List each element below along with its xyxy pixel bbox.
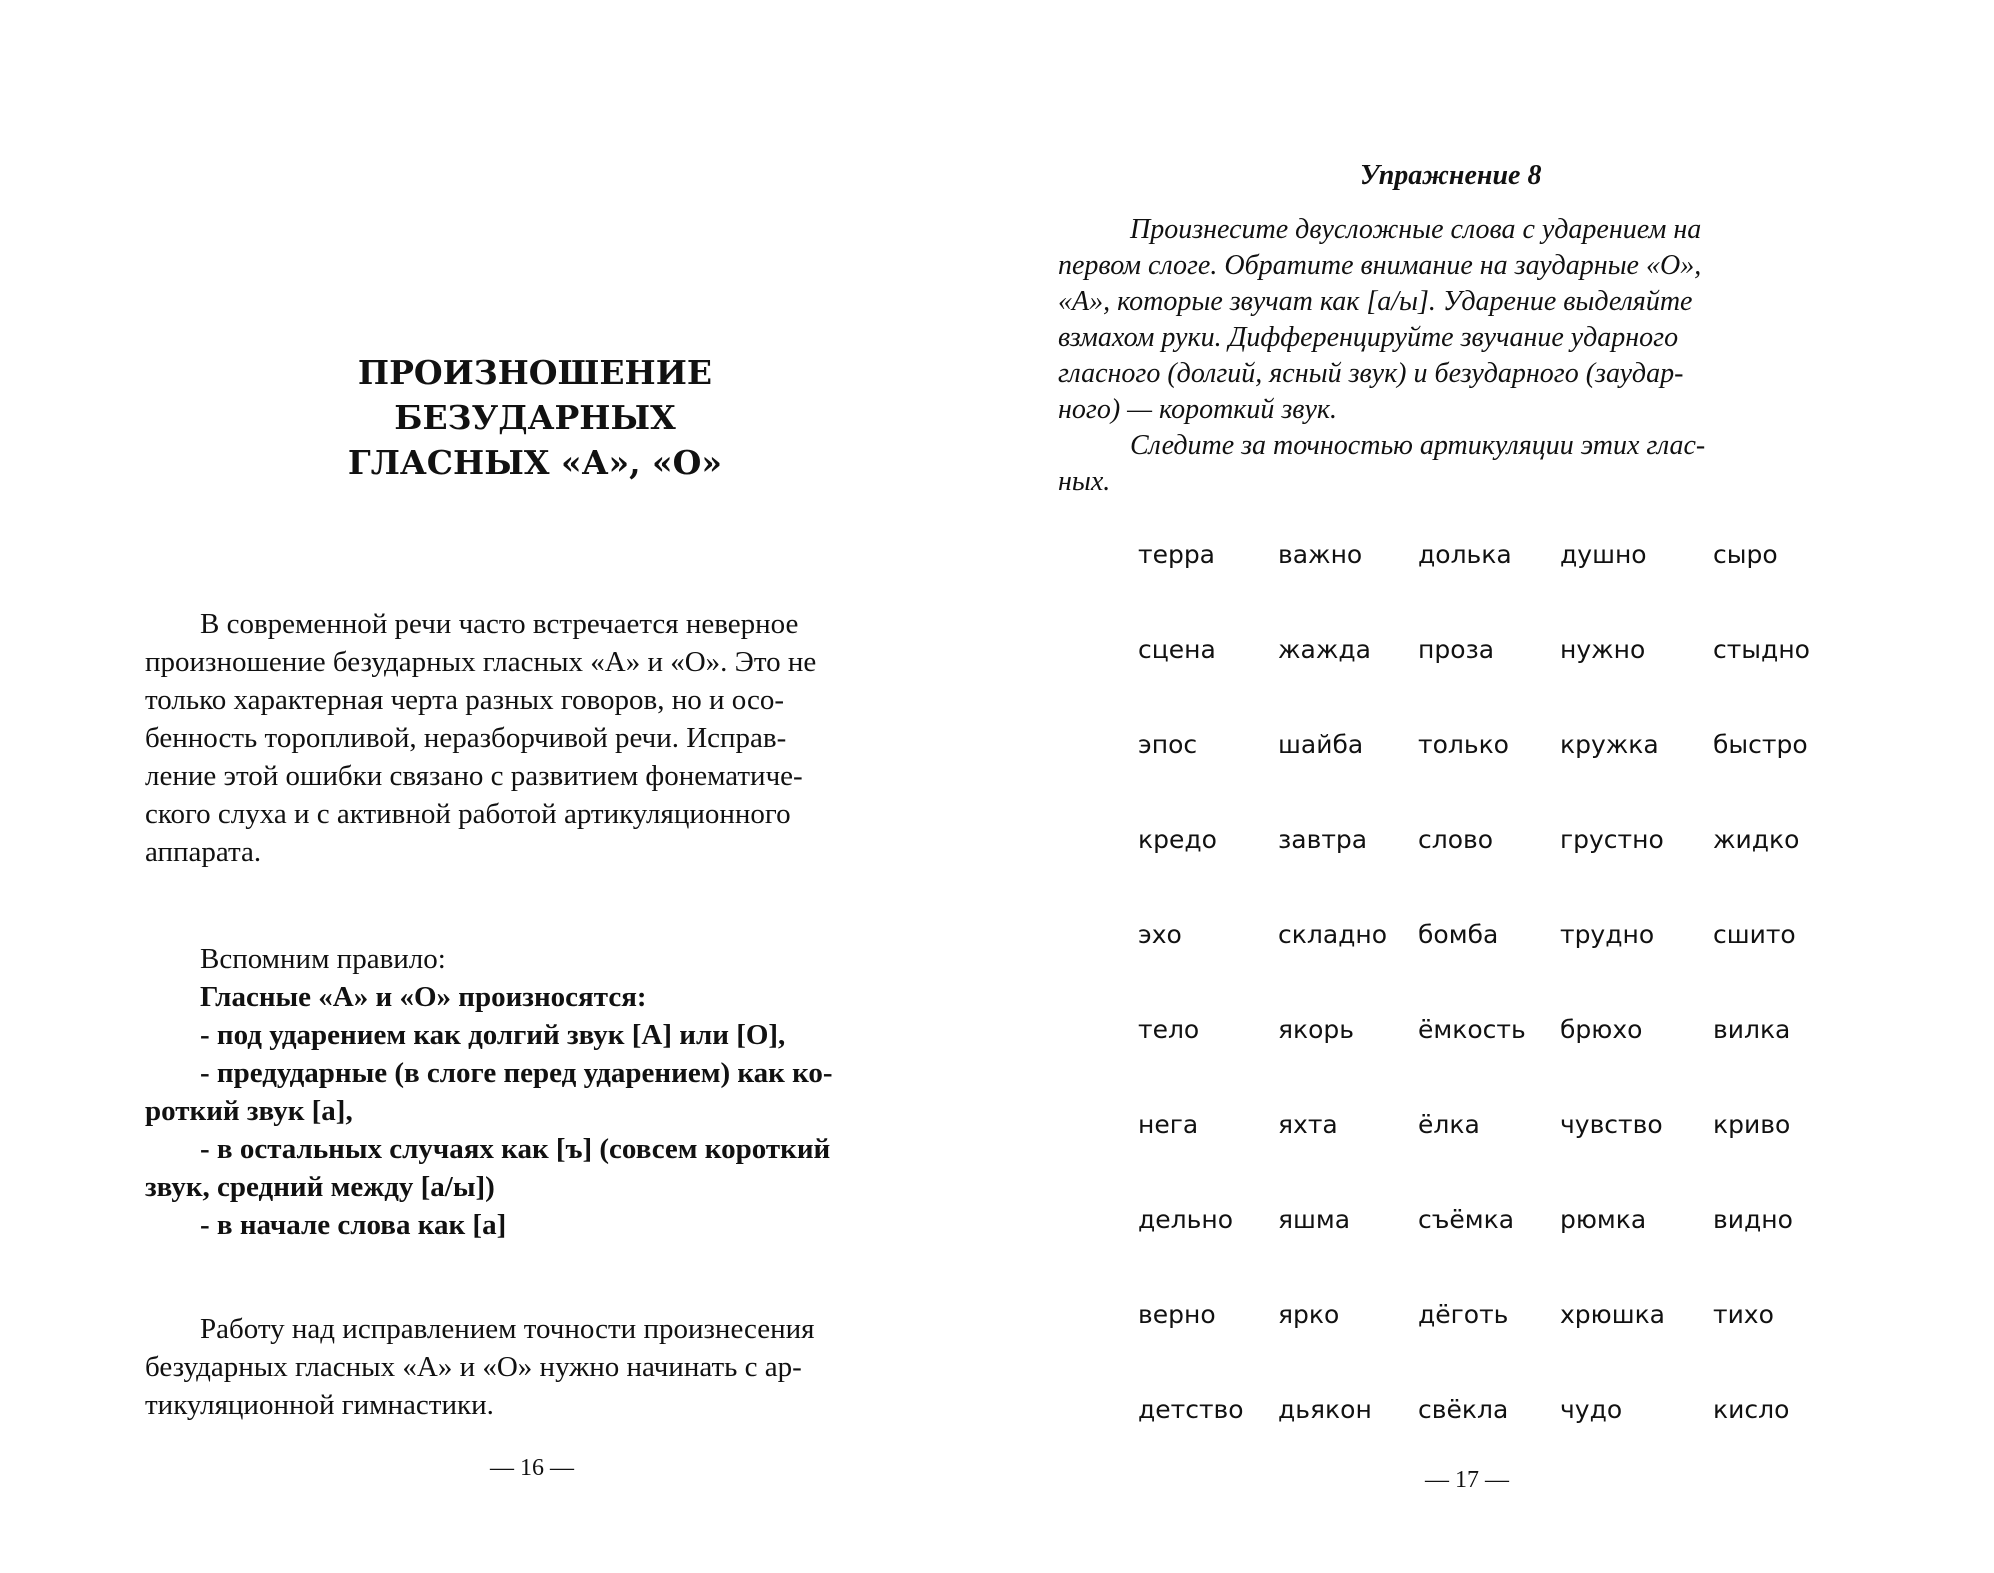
rule-line: звук, средний между [а/ы])	[145, 1171, 495, 1203]
word: жажда	[1278, 635, 1371, 664]
word: брюхо	[1560, 1015, 1643, 1044]
paragraph-line: В современной речи часто встречается неверное	[200, 608, 799, 640]
word: кисло	[1713, 1395, 1790, 1424]
word-row	[1138, 1300, 1898, 1395]
word-row	[1138, 540, 1898, 635]
word-row	[1138, 1395, 1898, 1490]
word: дельно	[1138, 1205, 1234, 1234]
word-row	[1138, 1015, 1898, 1110]
word: нега	[1138, 1110, 1199, 1139]
paragraph-line: произношение безударных гласных «А» и «О». Это не	[145, 646, 817, 678]
word: хрюшка	[1560, 1300, 1666, 1329]
word: детство	[1138, 1395, 1244, 1424]
rule-line: - в остальных случаях как [ъ] (совсем короткий	[200, 1133, 831, 1165]
word: трудно	[1560, 920, 1655, 949]
word: сыро	[1713, 540, 1778, 569]
word: ярко	[1278, 1300, 1340, 1329]
word: стыдно	[1713, 635, 1810, 664]
page-number-right: — 17 —	[1425, 1467, 1509, 1493]
word: жидко	[1713, 825, 1800, 854]
paragraph-line: безударных гласных «А» и «О» нужно начинать с ар-	[145, 1351, 802, 1383]
word: дёготь	[1418, 1300, 1509, 1329]
word: дьякон	[1278, 1395, 1372, 1424]
word: сшито	[1713, 920, 1796, 949]
word: важно	[1278, 540, 1363, 569]
word: только	[1418, 730, 1509, 759]
word: эхо	[1138, 920, 1182, 949]
word: тело	[1138, 1015, 1200, 1044]
word: быстро	[1713, 730, 1808, 759]
word-row	[1138, 1205, 1898, 1300]
word: съёмка	[1418, 1205, 1515, 1234]
word-table	[1138, 540, 1898, 1490]
word: шайба	[1278, 730, 1364, 759]
word: душно	[1560, 540, 1647, 569]
word-row	[1138, 825, 1898, 920]
word: кружка	[1560, 730, 1659, 759]
instruction-line: взмахом руки. Дифференцируйте звучание ударного	[1058, 322, 1679, 353]
instruction-line: гласного (долгий, ясный звук) и безударного (заудар-	[1058, 358, 1684, 389]
exercise-title: Упражнение 8	[1360, 160, 1542, 191]
word: завтра	[1278, 825, 1368, 854]
word: чудо	[1560, 1395, 1623, 1424]
word: рюмка	[1560, 1205, 1647, 1234]
word: складно	[1278, 920, 1388, 949]
title-line: БЕЗУДАРНЫХ	[394, 398, 676, 437]
title-line: ГЛАСНЫХ «А», «О»	[347, 443, 723, 482]
paragraph-line: Работу над исправлением точности произнесения	[200, 1313, 815, 1345]
word-row	[1138, 730, 1898, 825]
word: терра	[1138, 540, 1216, 569]
instruction-line: «А», которые звучат как [а/ы]. Ударение выделяйте	[1058, 286, 1693, 317]
word: верно	[1138, 1300, 1216, 1329]
paragraph-line: аппарата.	[145, 836, 262, 868]
chapter-title	[140, 350, 930, 485]
page-number-left: — 16 —	[490, 1455, 574, 1481]
rule-line: - под ударением как долгий звук [А] или [О],	[200, 1019, 786, 1051]
rule-block	[145, 940, 935, 1244]
word: слово	[1418, 825, 1494, 854]
instruction-line: ного) — короткий звук.	[1058, 394, 1337, 425]
rule-intro: Вспомним правило:	[200, 943, 446, 975]
word: криво	[1713, 1110, 1791, 1139]
paragraph-line: бенность торопливой, неразборчивой речи. Исправ-	[145, 722, 787, 754]
instruction-line: первом слоге. Обратите внимание на заударные «О»,	[1058, 250, 1702, 281]
word: нужно	[1560, 635, 1646, 664]
word: яшма	[1278, 1205, 1351, 1234]
word: эпос	[1138, 730, 1198, 759]
word: сцена	[1138, 635, 1216, 664]
word: чувство	[1560, 1110, 1663, 1139]
exercise-instructions	[1058, 212, 1868, 500]
word: вилка	[1713, 1015, 1791, 1044]
instruction-line: ных.	[1058, 466, 1111, 497]
paragraph-line: ского слуха и с активной работой артикуляционного	[145, 798, 791, 830]
instruction-line: Следите за точностью артикуляции этих глас-	[1130, 430, 1706, 461]
instruction-line: Произнесите двусложные слова с ударением на	[1130, 214, 1702, 245]
word: свёкла	[1418, 1395, 1509, 1424]
word: тихо	[1713, 1300, 1774, 1329]
word: видно	[1713, 1205, 1793, 1234]
word-row	[1138, 635, 1898, 730]
word: ёмкость	[1418, 1015, 1526, 1044]
paragraph-line: ление этой ошибки связано с развитием фонематиче-	[145, 760, 803, 792]
word: якорь	[1278, 1015, 1355, 1044]
rule-line: Гласные «А» и «О» произносятся:	[200, 981, 647, 1013]
paragraph-line: тикуляционной гимнастики.	[145, 1389, 494, 1421]
intro-paragraph	[145, 605, 925, 871]
word: кредо	[1138, 825, 1217, 854]
word: яхта	[1278, 1110, 1338, 1139]
word: грустно	[1560, 825, 1664, 854]
word-row	[1138, 1110, 1898, 1205]
word: ёлка	[1418, 1110, 1480, 1139]
paragraph-line: только характерная черта разных говоров, но и осо-	[145, 684, 785, 716]
rule-line: - предударные (в слоге перед ударением) как ко-	[200, 1057, 833, 1089]
closing-paragraph	[145, 1310, 935, 1424]
word-row	[1138, 920, 1898, 1015]
rule-line: - в начале слова как [а]	[200, 1209, 507, 1241]
word: бомба	[1418, 920, 1499, 949]
title-line: ПРОИЗНОШЕНИЕ	[357, 353, 713, 392]
word: проза	[1418, 635, 1495, 664]
word: долька	[1418, 540, 1512, 569]
rule-line: роткий звук [а],	[145, 1095, 353, 1127]
